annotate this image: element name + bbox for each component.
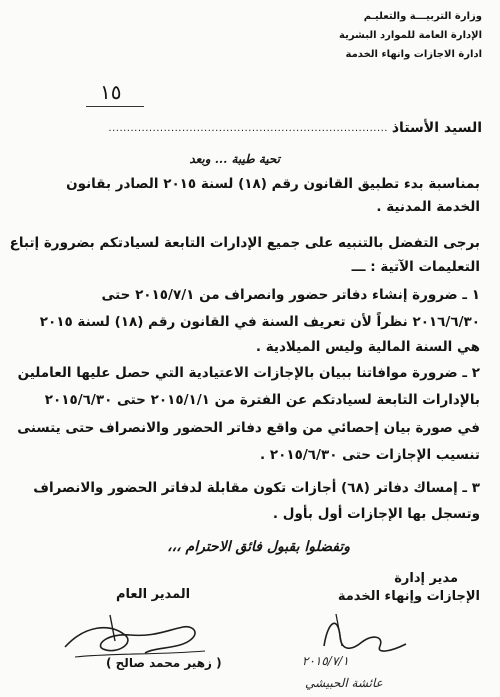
closing-line: وتفضلوا بقبول فائق الاحترام ،،، (167, 539, 350, 555)
item-3-line-2: وتسجل بها الإجازات أول بأول . (272, 506, 480, 522)
item-2-line-4: تنسيب الإجازات حتى ٢٠١٥/٦/٣٠ . (260, 447, 480, 463)
item-1-line-1: ١ ـ ضرورة إنشاء دفاتر حضور وانصراف من ٢٠١٥/٧/١ حتى (101, 287, 480, 303)
signatory-right-department: الإجازات وإنهاء الخدمة (337, 589, 480, 604)
right-signature-name: عائشة الحبيشي (305, 676, 383, 690)
intro-line-2: الخدمة المدنية . (376, 199, 480, 215)
intro-line-1: بمناسبة بدء تطبيق القانون رقم (١٨) لسنة ٢٠١٥ الصادر بقانون (66, 176, 480, 192)
reference-number: ١٥ (100, 80, 122, 104)
signatory-right-title: مدير إدارة (394, 571, 458, 586)
item-2-line-1: ٢ ـ ضرورة موافاتنا ببيان بالإجازات الاعتيادية التي حصل عليها العاملين (17, 365, 480, 381)
item-2-line-3: في صورة بيان إحصائي من واقع دفاتر الحضور والانصراف حتى يتسنى (17, 420, 480, 436)
greeting: تحية طيبة ... وبعد (189, 152, 280, 166)
signatory-left-title: المدير العام (116, 587, 191, 602)
item-1-line-2: ٢٠١٦/٦/٣٠ نظراً لأن تعريف السنة في القانون رقم (١٨) لسنة ٢٠١٥ (39, 314, 480, 330)
reference-underline (86, 106, 144, 107)
item-3-line-1: ٣ ـ إمساك دفاتر (٦٨) أجازات تكون مقابلة لدفاتر الحضور والانصراف (33, 480, 480, 496)
addressee-title: السيد الأستاذ (391, 120, 482, 136)
addressee-dots: ............................................................................ (108, 123, 388, 134)
item-2-line-2: بالإدارات التابعة لسيادتكم عن الفترة من ٢٠١٥/١/١ حتى ٢٠١٥/٦/٣٠ (44, 392, 480, 408)
section-name: ادارة الاجازات وانهاء الخدمة (345, 49, 482, 60)
ministry-name: وزارة التربيـــة والتعليـم (363, 11, 482, 22)
signatory-left-name: ( زهير محمد صالح ) (106, 656, 222, 670)
department-name: الإدارة العامة للموارد البشرية (339, 30, 482, 41)
item-1-line-3: هي السنة المالية وليس الميلادية . (255, 339, 480, 355)
request-line-1: برجى التفضل بالتنبيه على جميع الإدارات التابعة لسيادتكم بضرورة إتباع (9, 235, 480, 251)
request-line-2: التعليمات الآتية : ـــ (351, 259, 480, 275)
right-signature-date: ٢٠١٥/٧/١ (302, 654, 349, 668)
